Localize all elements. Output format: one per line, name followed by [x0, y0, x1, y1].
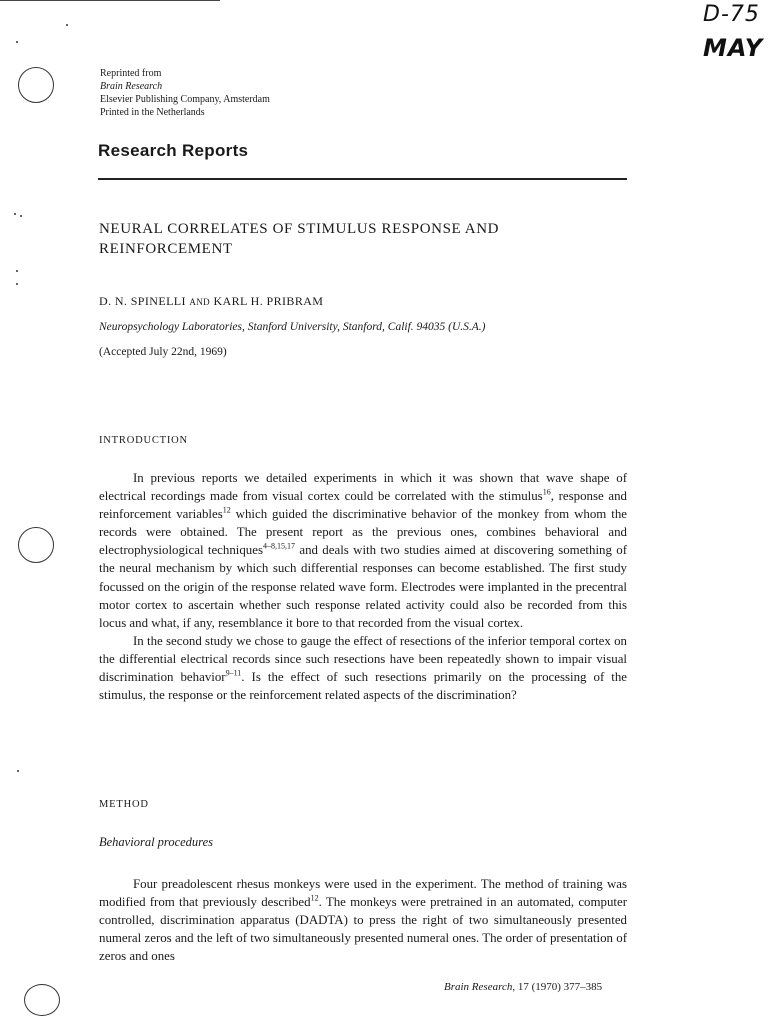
punch-hole-bottom: [24, 984, 60, 1016]
speck: [16, 283, 18, 285]
author-first: D. N. SPINELLI: [99, 294, 186, 308]
method-body: [99, 875, 627, 965]
handwritten-initials: MAY: [703, 34, 764, 62]
volume-pages: , 17 (1970) 377–385: [512, 981, 603, 993]
author-conjunction: AND: [189, 297, 211, 307]
reference-mark: 9–11: [225, 668, 242, 678]
introduction-heading: INTRODUCTION: [99, 435, 188, 446]
speck: [20, 215, 22, 217]
reference-mark: 12: [222, 505, 231, 515]
author-second: KARL H. PRIBRAM: [213, 294, 324, 308]
journal-citation: [444, 981, 602, 993]
author-line: [99, 294, 323, 309]
speck: [16, 41, 18, 43]
speck: [66, 24, 68, 26]
section-label: Research Reports: [98, 141, 249, 160]
header-rule: [98, 178, 627, 180]
reprint-printed: Printed in the Netherlands: [100, 107, 205, 118]
reprint-notice: [100, 67, 270, 119]
reference-mark: 4–8,15,17: [263, 542, 295, 552]
intro-paragraph-1: In previous reports we detailed experiments in which it was shown that wave shape of electrical recordings made from visual cortex could be correlated with the stimulus$^{16}$, response and reinforcement variables$^{12}$ which guided the discriminative behavior of the monkey from whom the records were obtained. The present report as the previous ones, combines behavioral and electrophysiological techniques$^{4-8,15,17}$ and deals with two studies aimed at discovering something of the neural mechanism by which such differential responses can become established. The first study focussed on the origin of the response related wave form. Electrodes were implanted in the precentral motor cortex to ascertain whether such response related activity could also be recorded from this locus and what, if any, resemblance it bore to that recorded from the visual cortex.: [99, 471, 627, 630]
punch-hole-top: [18, 67, 54, 103]
intro-paragraph-2: In the second study we chose to gauge the effect of resections of the inferior temporal cortex on the differential electrical records since such resections have been repeatedly shown to impair visual discrimination behavior$^{9-11}$. Is the effect of such resections primarily on the processing of the stimulus, the response or the reinforcement related aspects of the discrimination?: [99, 633, 628, 703]
reprint-journal: Brain Research: [100, 81, 163, 92]
journal-name: Brain Research: [444, 981, 513, 993]
paper-title: NEURAL CORRELATES OF STIMULUS RESPONSE AND REINFORCEMENT: [99, 221, 500, 257]
reprint-line: Reprinted from: [100, 68, 162, 79]
speck: [16, 270, 18, 272]
accepted-date: (Accepted July 22nd, 1969): [99, 346, 227, 358]
method-paragraph: Four preadolescent rhesus monkeys were used in the experiment. The method of training was modified from that previously described$^{12}$. The monkeys were pretrained in an automated, computer controlled, discrimination apparatus (DADTA) to press the right of two simultaneously presented numeral zeros and the left of two simultaneously presented numeral ones. The order of presentation of zeros and ones: [99, 877, 627, 964]
speck: [17, 770, 19, 772]
behavioral-procedures-heading: Behavioral procedures: [99, 835, 213, 849]
introduction-body: [99, 469, 627, 704]
affiliation: Neuropsychology Laboratories, Stanford University, Stanford, Calif. 94035 (U.S.A.): [99, 321, 486, 333]
top-edge-line: [0, 0, 220, 1]
handwritten-note: D-75: [703, 2, 760, 27]
method-heading: METHOD: [99, 799, 149, 810]
speck: [14, 213, 16, 215]
reprint-publisher: Elsevier Publishing Company, Amsterdam: [100, 94, 270, 105]
punch-hole-middle: [18, 527, 54, 563]
reference-mark: 16: [542, 487, 551, 497]
reference-mark: 12: [310, 893, 319, 903]
